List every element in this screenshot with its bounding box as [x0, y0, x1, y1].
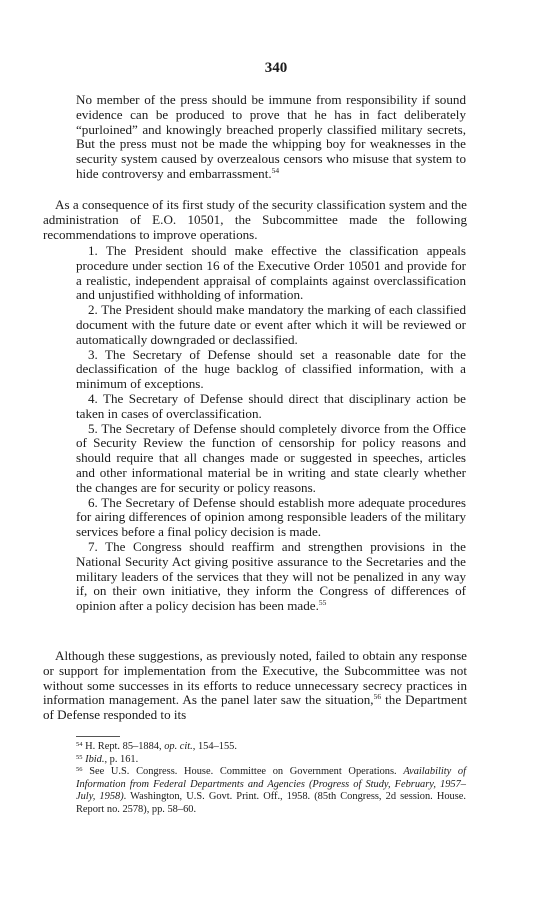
footnote-text-post: . Washington, U.S. Govt. Print. Off., 1958. (85th Congress, 2d session. House. Report no. 2578), pp. 58–60. — [76, 791, 466, 815]
footnote-id: 54 — [76, 741, 83, 748]
recommendation-list — [76, 244, 466, 614]
footnote-id: 56 — [76, 766, 83, 774]
footnotes — [76, 741, 466, 817]
closing-paragraph — [43, 649, 467, 723]
block-quote-text: No member of the press should be immune from responsibility if sound evidence can be produced to prove that he has in fact deliberately “purloined” and knowingly breached properly classified military secrets, But the press must not be made the whipping boy for weaknesses in the security system caused by overzealous censors who misuse that system to hide controversy and embarrassment. — [76, 92, 466, 181]
footnote-56 — [76, 766, 466, 816]
footnote-text-pre: H. Rept. 85–1884, — [85, 741, 165, 752]
footnote-text-italic: op. cit. — [164, 741, 193, 752]
footnote-text-post: , 154–155. — [192, 741, 237, 752]
footnote-divider — [76, 736, 120, 737]
recommendation-2: 2. The President should make mandatory the marking of each classified document with the future date or event after which it will be reviewed or automatically downgraded or declassified. — [76, 302, 466, 347]
footnote-text-pre: See U.S. Congress. House. Committee on Government Operations. — [89, 766, 404, 778]
footnote-54 — [76, 741, 466, 754]
footnote-ref-56: 56 — [373, 692, 382, 702]
recommendation-6: 6. The Secretary of Defense should establish more adequate procedures for airing differences of opinion among responsible leaders of the military services before a final policy decision is made. — [76, 494, 466, 540]
recommendation-4: 4. The Secretary of Defense should direct that disciplinary action be taken in cases of overclassification. — [76, 390, 466, 421]
recommendation-5: 5. The Secretary of Defense should completely divorce from the Office of Security Review the function of censorship for policy reasons and should require that all changes made or suggested in speeches, articles and other informational material be in writing and state clearly whether the changes are for security or policy reasons. — [76, 420, 466, 495]
intro-paragraph: As a consequence of its first study of the security classification system and the administration of E.O. 10501, the Subcommittee made the following recommendations to improve operations. — [43, 197, 467, 242]
recommendation-3: 3. The Secretary of Defense should set a reasonable date for the declassification of the huge backlog of classified information, with a minimum of exceptions. — [76, 346, 466, 392]
footnote-text-italic: Ibid. — [85, 753, 105, 765]
recommendation-7-text: 7. The Congress should reaffirm and strengthen provisions in the National Security Act giving positive assurance to the Secretaries and the military leaders of the services that they will not be penalized in any way if, on their own initiative, they inform the Congress of differences of opinion after a policy decision has been made. — [76, 538, 466, 614]
closing-paragraph-part1: Although these suggestions, as previously noted, failed to obtain any response or support for implementation from the Executive, the Subcommittee was not without some successes in its efforts to reduce unnecessary secrecy practices in information management. As the panel later saw the situation, — [43, 648, 467, 708]
block-quote — [76, 93, 466, 182]
recommendation-7 — [76, 540, 466, 614]
recommendation-1: 1. The President should make effective the classification appeals procedure under section 16 of the Executive Order 10501 and provide for a realistic, independent appraisal of complaints against overclassification and unjustified withholding of information. — [76, 243, 466, 303]
closing-paragraph-part2: the Department of Defense responded to its — [43, 692, 467, 723]
footnote-ref-55: 55 — [318, 598, 327, 608]
footnote-ref-54: 54 — [271, 165, 280, 175]
footnote-id: 55 — [76, 753, 83, 761]
footnote-text-italic: Availability of Information from Federal Departments and Agencies (Progress of Study, February, 1957–July, 1958) — [76, 766, 467, 803]
footnote-text-post: , p. 161. — [104, 753, 139, 765]
footnote-55 — [76, 754, 466, 767]
page-number: 340 — [264, 60, 288, 76]
